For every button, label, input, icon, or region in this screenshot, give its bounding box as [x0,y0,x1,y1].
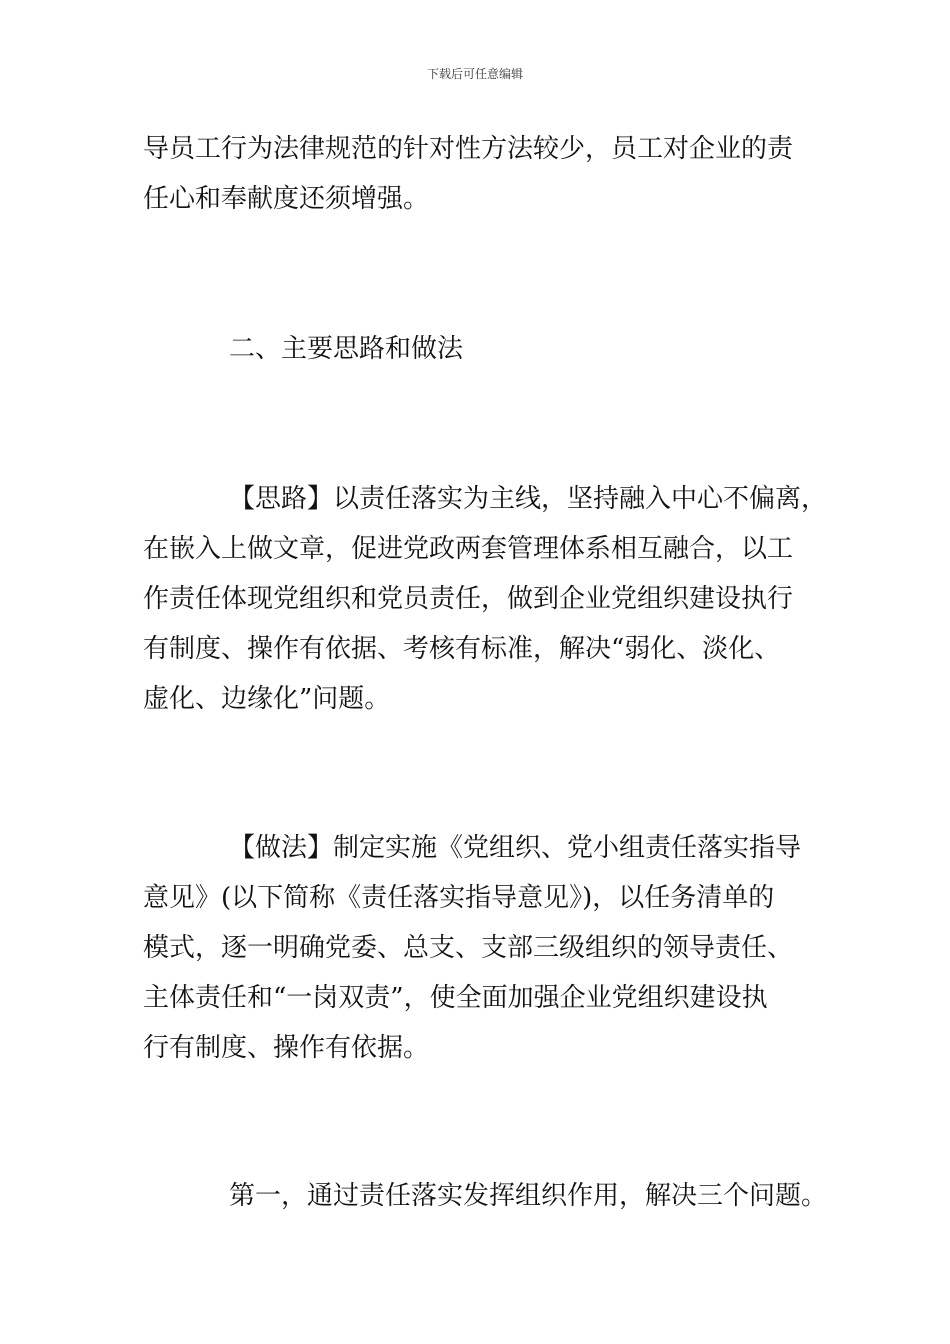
intro-line-1: 导员工行为法律规范的针对性方法较少，员工对企业的责 [143,134,794,164]
thinking-line-1: 【思路】以责任落实为主线，坚持融入中心不偏离， [229,484,828,514]
thinking-line-5: 虚化、边缘化”问题。 [143,684,391,714]
method-line-5: 行有制度、操作有依据。 [143,1033,430,1063]
section-heading: 二、主要思路和做法 [229,334,464,364]
intro-line-2: 任心和奉献度还须增强。 [143,184,430,214]
method-line-2: 意见》(以下简称《责任落实指导意见》)，以任务清单的 [143,883,775,913]
method-line-3: 模式，逐一明确党委、总支、支部三级组织的领导责任、 [143,933,794,963]
page-header: 下载后可任意编辑 [426,67,523,81]
thinking-line-3: 作责任体现党组织和党员责任，做到企业党组织建设执行 [143,584,794,614]
thinking-line-4: 有制度、操作有依据、考核有标准，解决“弱化、淡化、 [143,634,781,664]
thinking-line-2: 在嵌入上做文章，促进党政两套管理体系相互融合，以工 [143,534,794,564]
first-point-line: 第一，通过责任落实发挥组织作用，解决三个问题。 [229,1181,828,1211]
method-line-1: 【做法】制定实施《党组织、党小组责任落实指导 [229,833,802,863]
method-line-4: 主体责任和“一岗双责”，使全面加强企业党组织建设执 [143,983,768,1013]
